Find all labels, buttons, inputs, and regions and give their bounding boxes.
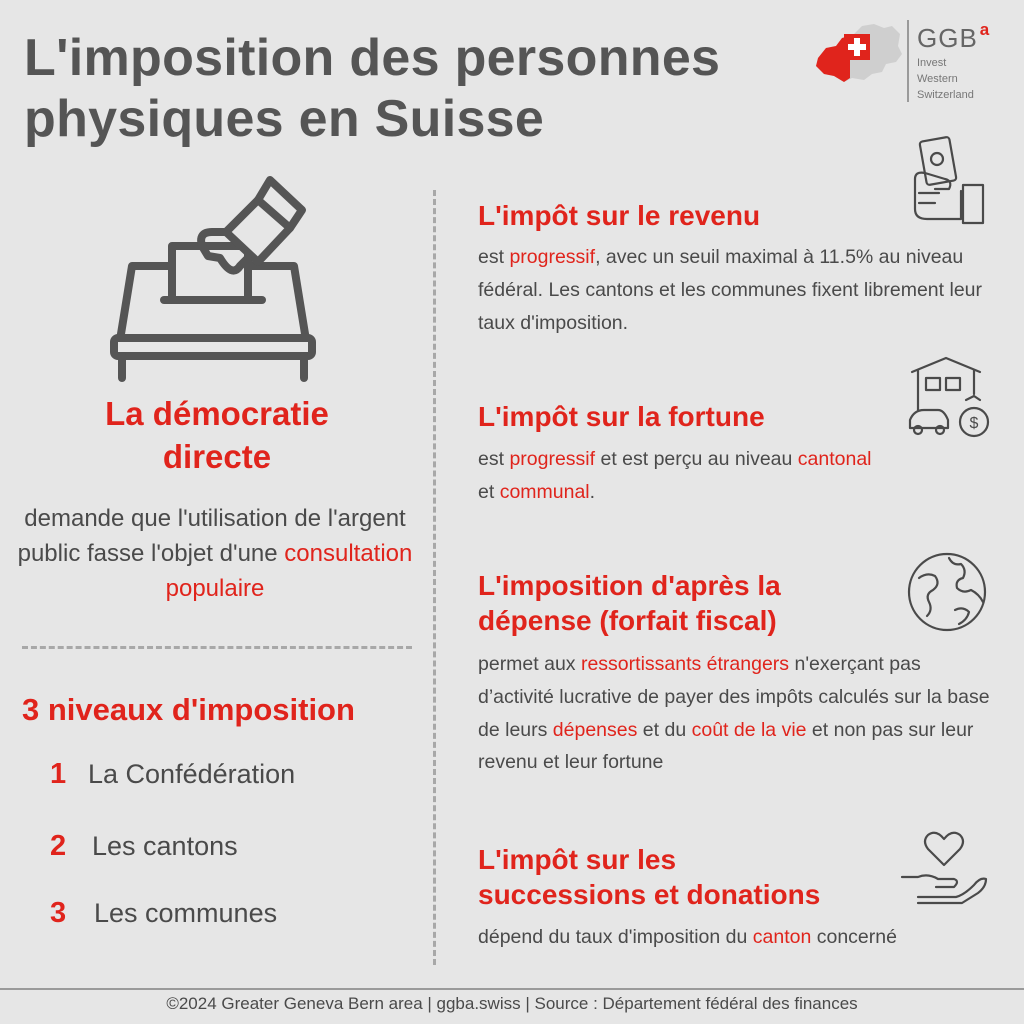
- lump-sum-tax-body: [478, 648, 998, 779]
- globe-icon: [905, 550, 989, 634]
- income-tax-body: [478, 241, 998, 339]
- income-tax-title: L'impôt sur le revenu: [478, 200, 761, 231]
- lump-text: n'exerçant pas d’activité lucrative de payer des impôts calculés sur la base de leurs: [478, 653, 990, 741]
- footer-divider: [0, 988, 1024, 990]
- inheritance-text: concerné: [811, 926, 897, 948]
- wealth-tax-body: [478, 443, 998, 509]
- level-item: [50, 758, 410, 791]
- logo-divider: [907, 20, 909, 102]
- logo-brand: GGB $^a$: [917, 20, 991, 53]
- inheritance-title-line1: L'impôt sur les: [478, 844, 677, 875]
- level-label: Les communes: [94, 898, 278, 928]
- democracy-description: [10, 502, 420, 606]
- lump-sum-title-line2: dépense (forfait fiscal): [478, 605, 777, 636]
- footer-credits: ©2024 Greater Geneva Bern area | ggba.swiss | Source : Département fédéral des finances: [166, 994, 858, 1013]
- wealth-text: et: [478, 480, 500, 503]
- inheritance-tax-body: [478, 921, 1023, 954]
- logo-line2: Western: [917, 73, 958, 85]
- vertical-divider: [433, 190, 436, 965]
- level-number: 2: [50, 830, 67, 862]
- lump-highlight: ressortissants étrangers: [580, 653, 790, 675]
- democracy-desc-highlight: consultation populaire: [165, 539, 413, 602]
- wealth-highlight: cantonal: [797, 448, 872, 470]
- page-title: L'imposition des personnes physiques en Suisse: [24, 29, 721, 148]
- level-label: La Confédération: [88, 759, 296, 789]
- inheritance-text: dépend du taux d'imposition du: [478, 926, 753, 948]
- income-highlight: progressif: [509, 246, 596, 268]
- ballot-box-icon: [108, 170, 318, 385]
- democracy-desc-text: demande que l'utilisation de l'argent public fasse l'objet d'une: [17, 505, 406, 567]
- svg-text:$: $: [969, 415, 979, 432]
- lump-text: et du: [637, 718, 692, 741]
- wealth-text: .: [589, 480, 596, 503]
- logo: [917, 20, 1017, 102]
- wealth-highlight: progressif: [509, 448, 596, 470]
- level-number: 1: [50, 758, 67, 790]
- lump-text: permet aux: [478, 653, 581, 675]
- lump-highlight: dépenses: [552, 718, 638, 741]
- democracy-title-line1: La démocratie: [105, 395, 329, 432]
- money-hand-icon: [905, 135, 990, 227]
- income-text: , avec un seuil maximal à 11.5% au niveau fédéral. Les cantons et les communes fixent librement leur taux d'imposition.: [478, 246, 983, 334]
- income-text: est: [478, 246, 510, 268]
- inheritance-highlight: canton: [752, 926, 812, 948]
- logo-line1: Invest: [917, 57, 947, 69]
- heart-hand-icon: [898, 825, 990, 907]
- wealth-text: et est perçu au niveau: [595, 448, 798, 470]
- democracy-title: [22, 393, 412, 479]
- levels-title: 3 niveaux d'imposition: [22, 692, 355, 727]
- swiss-map-flag-icon: [812, 18, 904, 88]
- wealth-highlight: communal: [499, 480, 590, 503]
- wealth-text: est: [478, 448, 510, 470]
- inheritance-title-line2: successions et donations: [478, 879, 821, 910]
- horizontal-divider: [22, 646, 412, 649]
- level-item: [50, 830, 410, 863]
- lump-sum-title-line1: L'imposition d'après la: [478, 570, 781, 601]
- lump-highlight: coût de la vie: [691, 718, 807, 741]
- level-item: [50, 897, 410, 930]
- democracy-title-line2: directe: [162, 437, 272, 475]
- inheritance-tax-title: [478, 842, 820, 912]
- house-car-money-icon: [900, 352, 992, 444]
- level-number: 3: [50, 897, 67, 929]
- wealth-tax-title: L'impôt sur la fortune: [478, 401, 765, 432]
- lump-sum-tax-title: [478, 568, 781, 638]
- logo-line3: Switzerland: [917, 89, 974, 101]
- lump-text: et non pas sur leur revenu et leur fortune: [478, 718, 974, 774]
- level-label: Les cantons: [92, 831, 238, 861]
